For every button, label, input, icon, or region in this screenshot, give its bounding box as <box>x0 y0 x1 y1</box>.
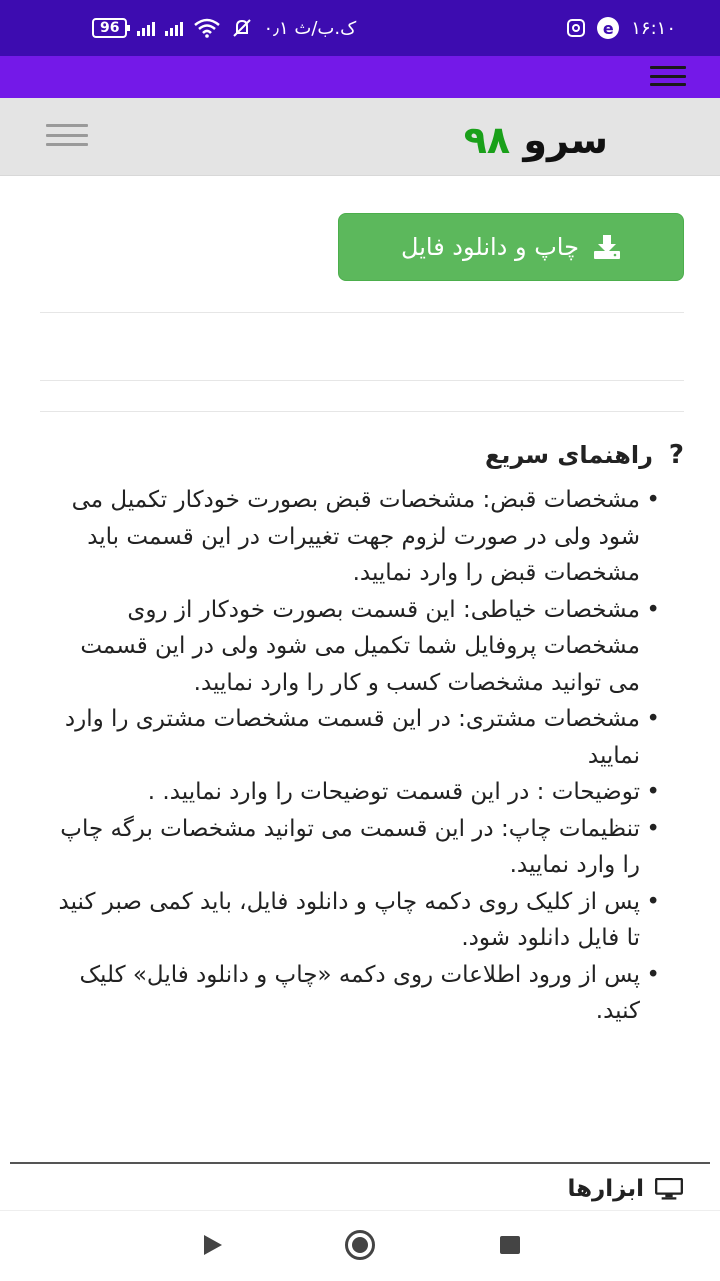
battery-level: 96 <box>100 20 120 36</box>
download-button-label: چاپ و دانلود فایل <box>401 233 579 261</box>
list-item: • مشخصات قبض: مشخصات قبض بصورت خودکار تکمیل می شود ولی در صورت لزوم جهت تغییرات در این قسمت باید مشخصات قبض را وارد نمایید. <box>50 482 640 592</box>
divider <box>40 411 684 412</box>
app-notification-icon: e <box>597 17 619 39</box>
question-icon: ? <box>668 440 684 470</box>
quick-guide-heading <box>485 440 684 470</box>
clock: ۱۶:۱۰ <box>631 17 676 39</box>
list-item: • مشخصات مشتری: در این قسمت مشخصات مشتری را وارد نمایید <box>50 701 640 774</box>
status-left-group <box>92 16 356 40</box>
logo-word: سرو <box>523 118 608 162</box>
divider <box>40 380 684 381</box>
network-speed: ۰٫۱ ک.ب/ث <box>263 17 357 39</box>
site-logo[interactable] <box>464 118 608 162</box>
battery-icon <box>92 18 127 38</box>
status-bar <box>0 0 720 56</box>
list-item: • مشخصات خیاطی: این قسمت بصورت خودکار از روی مشخصات پروفایل شما تکمیل می شود ولی در این قسمت می توانید مشخصات کسب و کار را وارد نمایید. <box>50 592 640 702</box>
back-icon[interactable] <box>204 1235 222 1255</box>
section-separator <box>10 1162 710 1164</box>
list-item: • توضیحات : در این قسمت توضیحات را وارد نمایید. . <box>50 774 640 811</box>
print-download-button[interactable] <box>338 213 684 281</box>
instagram-icon <box>567 19 585 37</box>
home-icon[interactable] <box>345 1230 375 1260</box>
status-right-group <box>567 16 676 40</box>
list-item: • پس از کلیک روی دکمه چاپ و دانلود فایل، باید کمی صبر کنید تا فایل دانلود شود. <box>50 884 640 957</box>
tools-heading <box>567 1176 684 1202</box>
divider <box>40 312 684 313</box>
recent-apps-icon[interactable] <box>500 1236 520 1254</box>
site-menu-icon[interactable] <box>46 124 88 146</box>
signal-icon <box>137 20 155 36</box>
monitor-icon <box>654 1178 684 1200</box>
signal-icon-2 <box>165 20 183 36</box>
list-item: • تنظیمات چاپ: در این قسمت می توانید مشخصات برگه چاپ را وارد نمایید. <box>50 811 640 884</box>
logo-number: ۹۸ <box>463 118 511 162</box>
muted-bell-icon <box>231 17 253 39</box>
wifi-icon <box>193 18 221 38</box>
download-icon <box>593 234 621 260</box>
app-menu-icon[interactable] <box>650 66 686 86</box>
tools-title: ابزارها <box>567 1176 644 1202</box>
quick-guide-list <box>50 482 640 1030</box>
site-header <box>0 98 720 176</box>
list-item: • پس از ورود اطلاعات روی دکمه «چاپ و دانلود فایل» کلیک کنید. <box>50 957 640 1030</box>
quick-guide-title: راهنمای سریع <box>485 441 653 469</box>
app-bar <box>0 56 720 98</box>
